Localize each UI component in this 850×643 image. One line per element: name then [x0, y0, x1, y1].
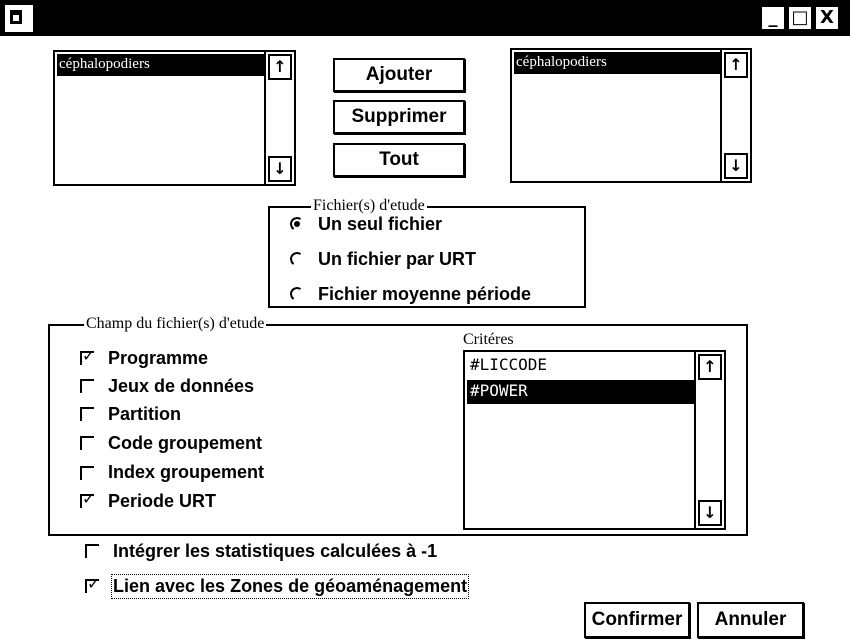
vertical-scrollbar[interactable]: [694, 352, 724, 528]
scroll-up-icon[interactable]: ↑: [724, 52, 748, 78]
checkbox-link-zones[interactable]: [85, 574, 467, 598]
scroll-up-icon[interactable]: ↑: [268, 54, 292, 80]
selected-listbox[interactable]: [510, 48, 752, 183]
scroll-up-icon[interactable]: ↑: [698, 354, 722, 380]
scroll-down-icon[interactable]: ↓: [724, 153, 748, 179]
checkbox-label: Index groupement: [108, 462, 265, 482]
remove-button[interactable]: Supprimer: [333, 100, 465, 134]
maximize-icon[interactable]: □: [787, 5, 813, 31]
radio-average-period-file[interactable]: [290, 282, 531, 306]
criteria-label: Critéres: [463, 331, 514, 348]
radio-label: Un seul fichier: [318, 213, 443, 234]
checkbox-checked-icon[interactable]: [85, 579, 99, 593]
radio-label: Un fichier par URT: [318, 248, 477, 269]
group-title: Fichier(s) d'etude: [313, 197, 425, 214]
checkbox-datasets[interactable]: [80, 372, 264, 400]
checkbox-checked-icon[interactable]: [80, 494, 94, 508]
minimize-icon[interactable]: _: [760, 5, 786, 31]
vertical-scrollbar[interactable]: [264, 52, 294, 184]
checkbox-group-code[interactable]: [80, 428, 264, 458]
list-item[interactable]: céphalopodiers: [514, 52, 722, 74]
vertical-scrollbar[interactable]: [720, 50, 750, 181]
radio-icon[interactable]: [290, 287, 304, 301]
checkbox-urt-period[interactable]: [80, 487, 264, 515]
list-item[interactable]: céphalopodiers: [57, 54, 266, 76]
fields-checklist: [80, 344, 264, 515]
checkbox-icon[interactable]: [80, 407, 94, 421]
criteria-listbox[interactable]: [463, 350, 726, 530]
checkbox-icon[interactable]: [80, 466, 94, 480]
radio-selected-icon[interactable]: [290, 217, 304, 231]
checkbox-label: Programme: [108, 347, 209, 368]
checkbox-label: Jeux de données: [108, 375, 255, 396]
cancel-button[interactable]: Annuler: [697, 602, 804, 638]
checkbox-icon[interactable]: [80, 436, 94, 450]
radio-single-file[interactable]: [290, 212, 531, 236]
radio-label: Fichier moyenne période: [318, 283, 532, 304]
checkbox-programme[interactable]: [80, 344, 264, 372]
source-listbox[interactable]: [53, 50, 296, 186]
checkbox-group-index[interactable]: [80, 458, 264, 487]
radio-group: [290, 212, 531, 306]
close-icon[interactable]: X: [814, 5, 840, 31]
list-item[interactable]: #POWER: [467, 380, 694, 404]
checkbox-icon[interactable]: [80, 379, 94, 393]
radio-file-per-urt[interactable]: [290, 247, 531, 271]
title-bar[interactable]: [0, 0, 850, 36]
checkbox-label: Lien avec les Zones de géoaménagement: [113, 575, 468, 596]
checkbox-checked-icon[interactable]: [80, 351, 94, 365]
scroll-down-icon[interactable]: ↓: [698, 500, 722, 526]
checkbox-label: Intégrer les statistiques calculées à -1: [113, 540, 438, 561]
checkbox-label: Periode URT: [108, 490, 217, 511]
group-title: Champ du fichier(s) d'etude: [86, 315, 265, 332]
scroll-down-icon[interactable]: ↓: [268, 156, 292, 182]
folder-icon[interactable]: [5, 5, 33, 32]
checkbox-icon[interactable]: [85, 544, 99, 558]
checkbox-partition[interactable]: [80, 400, 264, 428]
confirm-button[interactable]: Confirmer: [584, 602, 690, 638]
checkbox-label: Code groupement: [108, 432, 263, 453]
add-button[interactable]: Ajouter: [333, 58, 465, 92]
list-item[interactable]: #LICCODE: [470, 355, 548, 374]
checkbox-label: Partition: [108, 403, 182, 424]
all-button[interactable]: Tout: [333, 143, 465, 177]
radio-icon[interactable]: [290, 252, 304, 266]
checkbox-integrate-stats[interactable]: [85, 539, 437, 563]
